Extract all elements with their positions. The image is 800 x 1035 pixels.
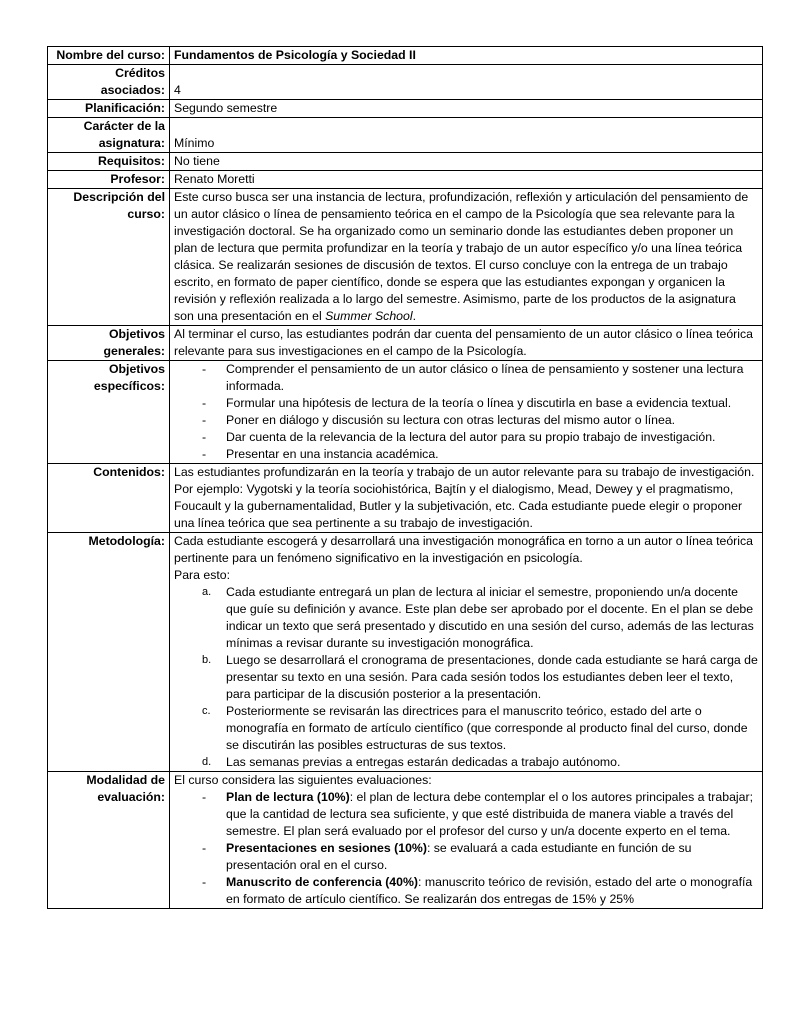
list-item	[174, 874, 758, 908]
list-marker: b.	[202, 654, 212, 666]
label-especificos: Objetivos específicos:	[48, 361, 170, 464]
row-nombre	[48, 47, 763, 65]
row-requisitos	[48, 153, 763, 171]
row-contenidos	[48, 464, 763, 533]
metodologia-intro: Cada estudiante escogerá y desarrollará una investigación monográfica en torno a un autor o línea teórica pertinente para un fenómeno significativo en la investigación en psicología.	[174, 534, 753, 565]
list-item-bold: Plan de lectura (10%)	[226, 790, 350, 804]
metodologia-list	[174, 584, 758, 771]
label-planificacion: Planificación:	[48, 100, 170, 118]
list-item-text: : manuscrito teórico de revisión, estado del arte o monografía en formato de artículo científico. Se realizarán dos entregas de 15% y 25%	[226, 875, 753, 906]
list-marker: a.	[202, 586, 212, 598]
list-item	[174, 754, 758, 771]
row-profesor	[48, 171, 763, 189]
row-generales	[48, 326, 763, 361]
row-metodologia	[48, 533, 763, 772]
value-metodologia	[170, 533, 763, 772]
list-item	[174, 840, 758, 874]
list-item-text: Luego se desarrollará el cronograma de presentaciones, donde cada estudiante se hará carga de presentar su texto en una sesión. Para cada sesión todos los estudiantes deben leer el texto, para participar de la discusión posterior a la presentación.	[226, 653, 758, 701]
descripcion-italic: Summer School	[325, 309, 413, 323]
course-syllabus-table	[47, 46, 763, 909]
list-item-text: Las semanas previas a entregas estarán dedicadas a trabajo autónomo.	[226, 755, 621, 769]
label-profesor: Profesor:	[48, 171, 170, 189]
value-profesor: Renato Moretti	[170, 171, 763, 189]
label-metodologia: Metodología:	[48, 533, 170, 772]
row-especificos	[48, 361, 763, 464]
descripcion-end: .	[412, 309, 416, 323]
value-requisitos: No tiene	[170, 153, 763, 171]
value-caracter: Mínimo	[170, 118, 763, 153]
list-item	[174, 652, 758, 703]
metodologia-para: Para esto:	[174, 568, 231, 582]
evaluacion-intro: El curso considera las siguientes evaluaciones:	[174, 773, 432, 787]
value-especificos	[170, 361, 763, 464]
value-planificacion: Segundo semestre	[170, 100, 763, 118]
row-evaluacion	[48, 772, 763, 909]
label-evaluacion: Modalidad de evaluación:	[48, 772, 170, 909]
value-descripcion	[170, 189, 763, 326]
list-marker: d.	[202, 756, 212, 768]
label-nombre: Nombre del curso:	[48, 47, 170, 65]
row-descripcion	[48, 189, 763, 326]
list-item-bold: Manuscrito de conferencia (40%)	[226, 875, 419, 889]
list-item: - Comprender el pensamiento de un autor clásico o línea de pensamiento y sostener una lectura informada.	[174, 361, 758, 395]
row-creditos	[48, 65, 763, 100]
descripcion-text: Este curso busca ser una instancia de lectura, profundización, reflexión y articulación del pensamiento de un autor clásico o línea de pensamiento teórica en el campo de la Psicología que sea relevante para la investigación doctoral. Se ha organizado como un seminario donde las estudiantes deben proponer un plan de lectura que permita profundizar en la teoría y trabajo de un autor específico y/o una línea teórica clásica. Se realizarán sesiones de discusión de textos. El curso concluye con la entrega de un trabajo escrito, en formato de paper científico, donde se espera que las estudiantes expongan y organicen la revisión y reflexión realizada a lo largo del semestre. Asimismo, parte de los productos de la asignatura son una presentación en el	[174, 190, 749, 323]
especificos-list	[174, 361, 758, 463]
label-contenidos: Contenidos:	[48, 464, 170, 533]
value-nombre: Fundamentos de Psicología y Sociedad II	[170, 47, 763, 65]
list-item-text: : se evaluará a cada estudiante en función de su presentación oral en el curso.	[226, 841, 692, 872]
list-item-text: : el plan de lectura debe contemplar el o los autores principales a trabajar; que la cantidad de lectura sea suficiente, y que esté distribuida de manera viable a través del semestre. El plan será evaluado por el profesor del curso y un/a docente experto en el tema.	[226, 790, 754, 838]
label-creditos: Créditos asociados:	[48, 65, 170, 100]
evaluacion-list	[174, 789, 758, 908]
value-creditos: 4	[170, 65, 763, 100]
row-caracter	[48, 118, 763, 153]
list-item-bold: Presentaciones en sesiones (10%)	[226, 841, 427, 855]
label-generales: Objetivos generales:	[48, 326, 170, 361]
label-requisitos: Requisitos:	[48, 153, 170, 171]
list-item	[174, 703, 758, 754]
value-generales: Al terminar el curso, las estudiantes podrán dar cuenta del pensamiento de un autor clásico o línea teórica relevante para sus investigaciones en el campo de la Psicología.	[170, 326, 763, 361]
value-contenidos: Las estudiantes profundizarán en la teoría y trabajo de un autor relevante para su trabajo de investigación. Por ejemplo: Vygotski y la teoría sociohistórica, Bajtín y el dialogismo, Mead, Dewey y el pragmatismo, Foucault y la gubernamentalidad, Butler y la subjetivación, etc. Cada estudiante puede elegir o proponer una línea teórica que sea pertinente a su trabajo de investigación.	[170, 464, 763, 533]
value-evaluacion	[170, 772, 763, 909]
list-item: - Presentar en una instancia académica.	[174, 446, 758, 463]
list-item-text: Cada estudiante entregará un plan de lectura al iniciar el semestre, proponiendo un/a docente que guíe su definición y avance. Este plan debe ser aprobado por el docente. En el plan se debe indicar un texto que será presentado y discutido en una sesión del curso, además de las lecturas mínimas a revisar durante su investigación monográfica.	[226, 585, 754, 650]
label-caracter: Carácter de la asignatura:	[48, 118, 170, 153]
list-marker: c.	[202, 705, 211, 717]
label-descripcion: Descripción del curso:	[48, 189, 170, 326]
list-item	[174, 584, 758, 652]
list-item	[174, 789, 758, 840]
list-item: - Dar cuenta de la relevancia de la lectura del autor para su propio trabajo de investigación.	[174, 429, 758, 446]
list-item: - Poner en diálogo y discusión su lectura con otras lecturas del mismo autor o línea.	[174, 412, 758, 429]
row-planificacion	[48, 100, 763, 118]
list-item-text: Posteriormente se revisarán las directrices para el manuscrito teórico, estado del arte o monografía en formato de artículo científico (que corresponde al producto final del curso, donde se discutirán las posibles estructuras de sus textos.	[226, 704, 748, 752]
list-item: - Formular una hipótesis de lectura de la teoría o línea y discutirla en base a evidencia textual.	[174, 395, 758, 412]
